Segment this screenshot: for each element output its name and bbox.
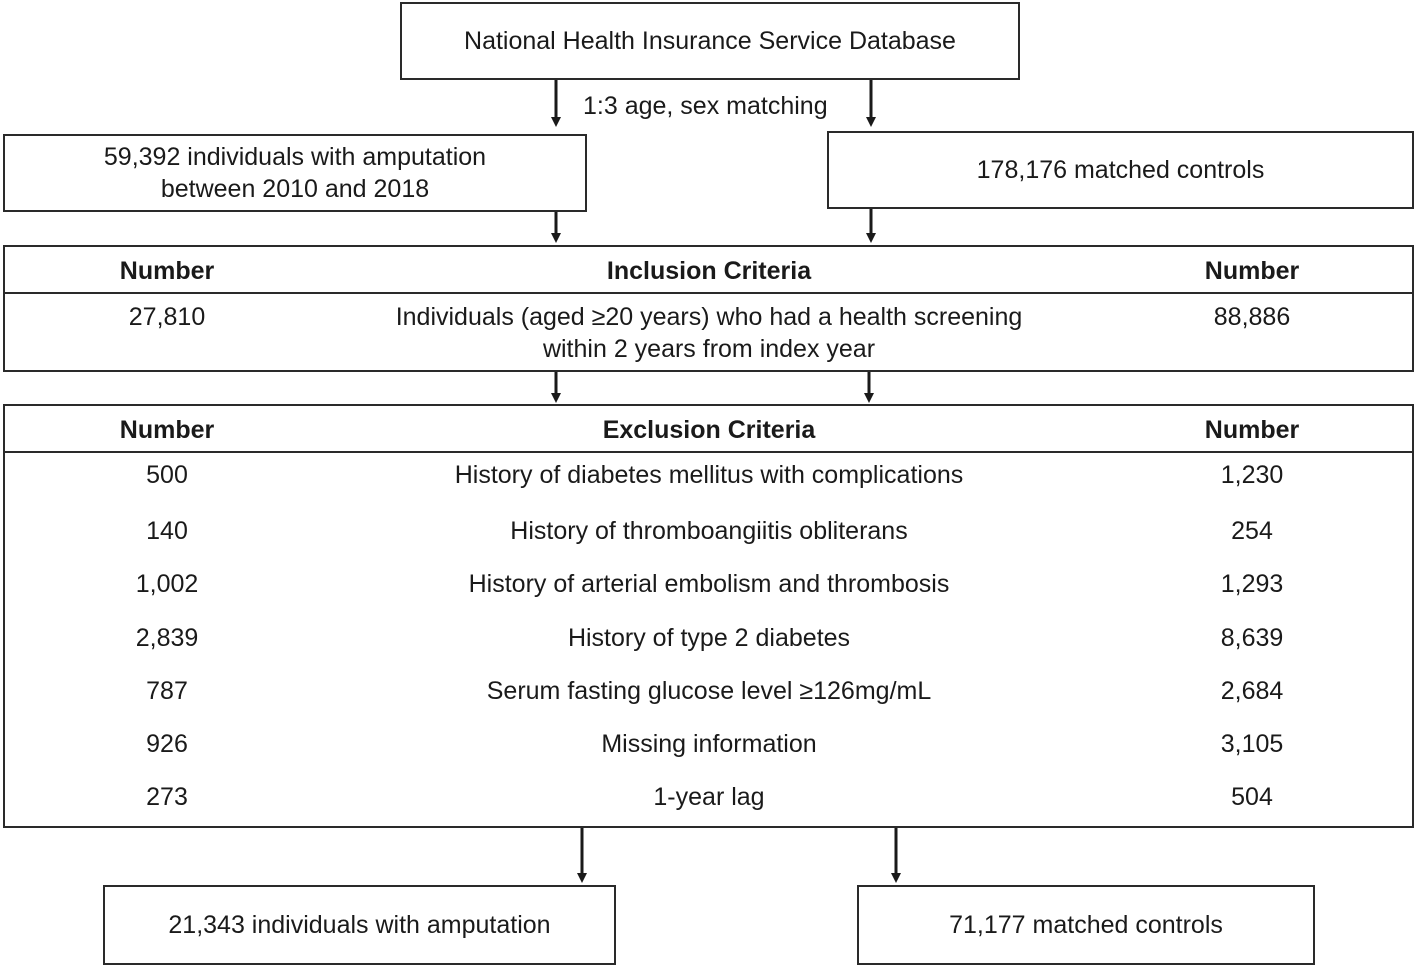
exclusion-cases-count: 926 [146, 730, 188, 758]
source-database-label: National Health Insurance Service Database [464, 27, 956, 55]
exclusion-controls-count: 2,684 [1220, 677, 1284, 705]
inclusion-table [3, 245, 1414, 372]
final-controls-box [857, 885, 1315, 965]
exclusion-controls-count: 3,105 [1220, 730, 1284, 758]
final-cases-label: 21,343 individuals with amputation [168, 911, 551, 939]
exclusion-criterion: Serum fasting glucose level ≥126mg/mL [486, 677, 932, 705]
exclusion-cases-count: 787 [146, 677, 188, 705]
inclusion-criterion-line2: within 2 years from index year [542, 335, 876, 363]
exclusion-header-right: Number [1204, 416, 1300, 444]
matching-label: 1:3 age, sex matching [583, 92, 828, 120]
exclusion-header-left: Number [119, 416, 215, 444]
source-database-box [400, 2, 1020, 80]
inclusion-header-title: Inclusion Criteria [606, 257, 812, 285]
exclusion-controls-count: 8,639 [1220, 624, 1284, 652]
exclusion-criterion: Missing information [601, 730, 817, 758]
inclusion-header-right: Number [1204, 257, 1300, 285]
exclusion-cases-count: 273 [146, 783, 188, 811]
exclusion-cases-count: 2,839 [135, 624, 199, 652]
cases-line2: between 2010 and 2018 [160, 175, 430, 203]
exclusion-cases-count: 500 [146, 461, 188, 489]
exclusion-cases-count: 1,002 [135, 570, 199, 598]
inclusion-header-divider [5, 292, 1412, 294]
exclusion-criterion: History of diabetes mellitus with complications [454, 461, 964, 489]
exclusion-controls-count: 254 [1231, 517, 1273, 545]
inclusion-criterion-line1: Individuals (aged ≥20 years) who had a health screening [395, 303, 1023, 331]
inclusion-header-left: Number [119, 257, 215, 285]
inclusion-controls-count: 88,886 [1213, 303, 1291, 331]
inclusion-cases-count: 27,810 [128, 303, 206, 331]
cases-line1: 59,392 individuals with amputation [103, 143, 487, 171]
exclusion-controls-count: 504 [1231, 783, 1273, 811]
exclusion-criterion: History of thromboangiitis obliterans [510, 517, 908, 545]
exclusion-criterion: 1-year lag [653, 783, 765, 811]
controls-label: 178,176 matched controls [976, 156, 1265, 184]
final-controls-label: 71,177 matched controls [949, 911, 1223, 939]
exclusion-criterion: History of type 2 diabetes [567, 624, 851, 652]
exclusion-controls-count: 1,293 [1220, 570, 1284, 598]
exclusion-header-divider [5, 451, 1412, 453]
exclusion-header-title: Exclusion Criteria [602, 416, 816, 444]
exclusion-controls-count: 1,230 [1220, 461, 1284, 489]
cases-box [3, 134, 587, 212]
controls-box [827, 131, 1414, 209]
final-cases-box [103, 885, 616, 965]
exclusion-cases-count: 140 [146, 517, 188, 545]
exclusion-table [3, 404, 1414, 828]
exclusion-criterion: History of arterial embolism and thrombosis [468, 570, 950, 598]
